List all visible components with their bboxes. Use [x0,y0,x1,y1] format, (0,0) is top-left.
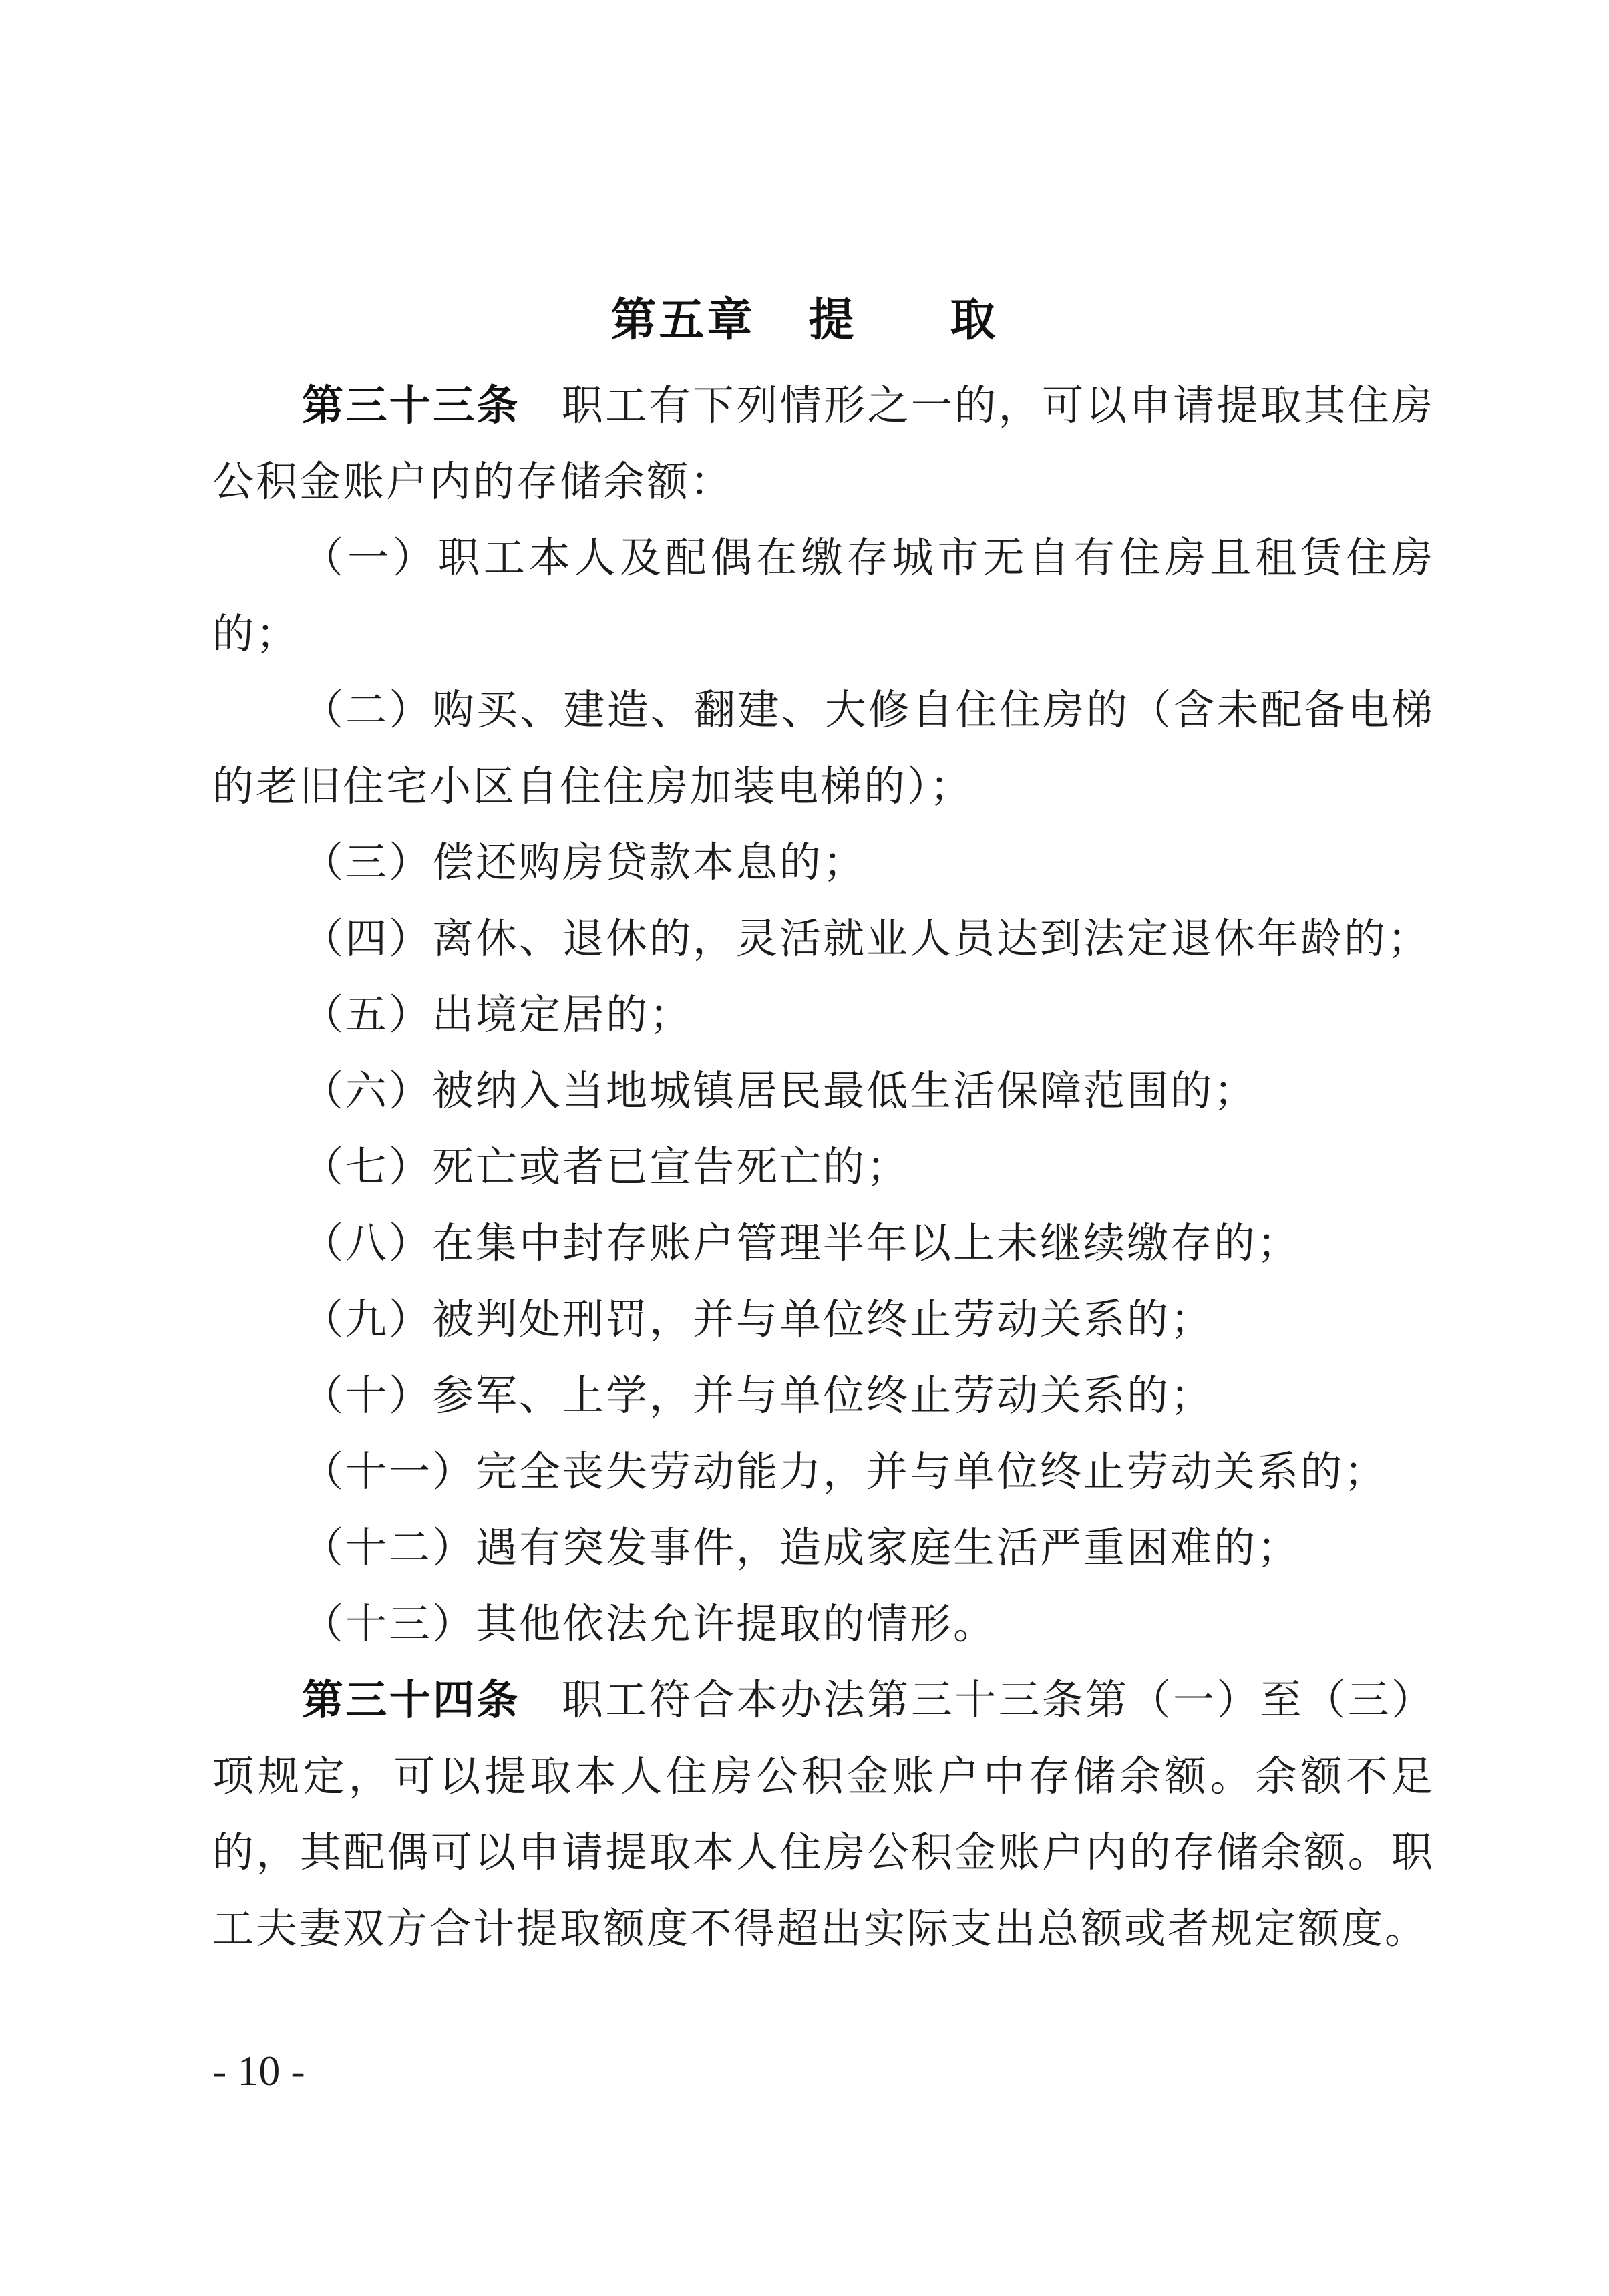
article-33-item-11: （十一）完全丧失劳动能力，并与单位终止劳动关系的； [302,1447,1388,1496]
chapter-title-char-2: 取 [950,294,999,347]
article-33-item-9: （九）被判处刑罚，并与单位终止劳动关系的； [302,1295,1214,1343]
article-33-paragraph [212,367,1435,520]
article-33-item-5: （五）出境定居的； [302,990,693,1039]
article-33-item-4: （四）离休、退休的，灵活就业人员达到法定退休年龄的； [302,914,1431,963]
article-33-item-10: （十）参军、上学，并与单位终止劳动关系的； [302,1371,1214,1420]
article-33-item-3: （三）偿还购房贷款本息的； [302,838,867,886]
article-33-item-8: （八）在集中封存账户管理半年以上未继续缴存的； [302,1218,1301,1267]
article-33-item-13: （十三）其他依法允许提取的情形。 [302,1599,997,1648]
article-33-item-12: （十二）遇有突发事件，造成家庭生活严重困难的； [302,1523,1301,1572]
article-34-heading: 第三十四条 [302,1675,520,1724]
article-34-body: 职工符合本办法第三十三条第（一）至（三）项规定，可以提取本人住房公积金账户中存储余额。余额不足的，其配偶可以申请提取本人住房公积金账户内的存储余额。职工夫妻双方合计提取额度不得超出实际支出总额或者规定额度。 [212,1675,1435,1953]
article-33-item-1: （一）职工本人及配偶在缴存城市无自有住房且租赁住房的； [212,533,1435,658]
article-34-paragraph [212,1662,1435,1967]
document-body [212,367,1435,1967]
article-33-item-6: （六）被纳入当地城镇居民最低生活保障范围的； [302,1066,1258,1115]
chapter-title [0,277,1609,357]
page-number: - 10 - [212,2047,305,2094]
article-33-item-2: （二）购买、建造、翻建、大修自住住房的（含未配备电梯的老旧住宅小区自住住房加装电梯的）； [212,685,1435,810]
chapter-number: 第五章 [610,294,755,347]
chapter-title-char-1: 提 [808,294,857,347]
article-33-item-7: （七）死亡或者已宣告死亡的； [302,1142,910,1191]
article-33-intro: 职工有下列情形之一的，可以申请提取其住房公积金账户内的存储余额： [212,381,1435,506]
article-33-heading: 第三十三条 [302,381,520,430]
